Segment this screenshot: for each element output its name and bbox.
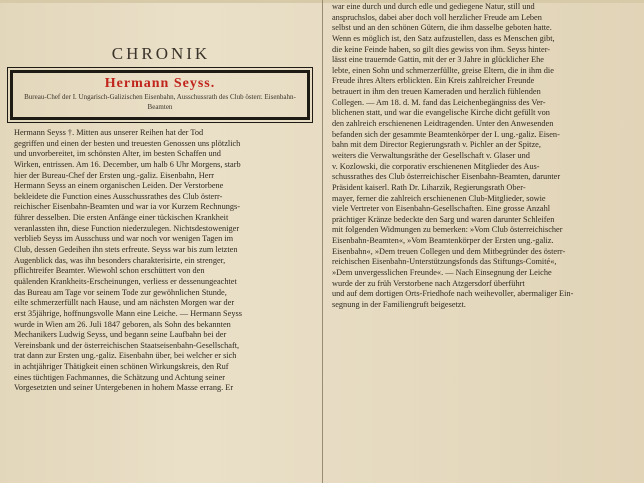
text-line: selbst und an den schönen Gütern, die ihm dasselbe geboten hatte. [332, 23, 552, 33]
text-line: betrauert in ihm den treuen Kameraden und herzlich fühlenden [332, 87, 541, 97]
text-line: Wirken, entrissen. Am 16. December, um halb 6 Uhr Morgens, starb [14, 159, 241, 169]
text-line: Augenblick das, was ihn besonders charakterisirte, ein strenger, [14, 255, 226, 265]
text-line: mit folgenden Widmungen zu bemerken: »Vom Club österreichischer [332, 225, 563, 235]
text-line: lebte, einen Sohn und schmerzerfüllte, greise Eltern, die in ihm die [332, 65, 554, 75]
text-line: Club, dessen Gedeihen ihn stets erfreute. Seyss war bis zum letzten [14, 245, 238, 255]
section-title: CHRONIK [111, 44, 211, 63]
text-line: prächtiger Kränze bedeckte den Sarg und waren darunter Schleifen [332, 214, 555, 224]
text-line: befanden sich der gesammte Beamtenkörper der I. ung.-galiz. Eisen- [332, 129, 560, 139]
text-line: veranlassten ihn, diese Function niederzulegen. Nichtsdestoweniger [14, 223, 240, 233]
text-line: bahn mit dem Director Regierungsrath v. Pichler an der Spitze, [332, 140, 541, 150]
text-line: viele Vertreter von Eisenbahn-Gesellschaften. Eine grosse Anzahl [332, 204, 551, 214]
text-line: die keine Feinde haben, so gilt dies gewiss von ihm. Seyss hinter- [332, 44, 551, 54]
text-line: segnung in der Familiengruft beigesetzt. [332, 299, 466, 309]
text-line: erst 35jährige, hoffnungsvolle Mann eine Leiche. — Hermann Seyss [14, 308, 242, 318]
left-text-column [14, 128, 314, 394]
text-line: Eisenbahn-Beamten«, »Vom Beamtenkörper der Ersten ung.-galiz. [332, 236, 554, 246]
column-divider [322, 0, 323, 483]
text-line: wurde der zu früh Verstorbene nach Atzgersdorf überführt [332, 278, 525, 288]
text-line: führer desselben. Die ersten Anfänge einer tückischen Krankheit [14, 213, 229, 223]
text-line: schussrathes des Club österreichischer Eisenbahn-Beamten, darunter [332, 172, 561, 182]
text-line: Eisenbahn«, »Dem treuen Collegen und dem Mitbegründer des österr- [332, 246, 566, 256]
text-line: Hermann Seyss an einem organischen Leiden. Der Verstorbene [14, 181, 224, 191]
text-line: v. Kozlowski, die corporativ erschienenen Mitglieder des Aus- [332, 161, 540, 171]
text-line: eilte schmerzerfüllt nach Hause, und am nächsten Morgen war der [14, 298, 235, 308]
text-line: Collegen. — Am 18. d. M. fand das Leichenbegängniss des Ver- [332, 97, 546, 107]
text-line: anspruchslos, dabei aber doch voll herzlicher Freude am Leben [332, 12, 542, 22]
text-line: Mechanikers Ludwig Seyss, und begann seine Laufbahn bei der [14, 330, 227, 340]
text-line: mayer, ferner die zahlreich erschienenen Club-Mitglieder, sowie [332, 193, 546, 203]
text-line: und auf dem dortigen Orts-Friedhofe nach weihevoller, abermaliger Ein- [332, 289, 574, 299]
text-line: weiters die Verwaltungsräthe der Gesellschaft v. Glaser und [332, 150, 530, 160]
text-line: Wenn es möglich ist, den Satz aufzustellen, dass es Menschen gibt, [332, 33, 555, 43]
text-line: und unvorbereitet, im schönsten Alter, im besten Schaffen und [14, 149, 221, 159]
text-line: hier der Bureau-Chef der Ersten ung.-galiz. Eisenbahn, Herr [14, 170, 214, 180]
right-text-column [332, 2, 636, 311]
text-line: quälenden Krankheits-Erscheinungen, verliess er dessenungeachtet [14, 276, 237, 286]
text-line: trat dann zur Ersten ung.-galiz. Eisenbahn über, bei welcher er sich [14, 351, 237, 361]
text-line: Vorgesetzten und seiner Untergebenen in hohem Masse errang. Er [14, 383, 234, 393]
text-line: Vereinsbank und der österreichischen Staatseisenbahn-Gesellschaft, [14, 340, 240, 350]
text-line: reichischer Eisenbahn-Beamten und war ia vor Kurzem Rechnungs- [14, 202, 241, 212]
text-line: reichischen Eisenbahn-Unterstützungsfonds das Stiftungs-Comité«, [332, 257, 557, 267]
text-line: bekleidete die Function eines Ausschussrathes des Club österr- [14, 191, 223, 201]
text-line: gegriffen und einen der besten und treuesten Genossen uns plötzlich [14, 138, 241, 148]
text-line: verblieb Seyss im Ausschuss und war noch vor wenigen Tagen im [14, 234, 234, 244]
text-line: »Dem unvergesslichen Freunde«. — Nach Einsegnung der Leiche [332, 268, 552, 278]
text-line: pflichtreifer Beamter. Wiewohl schon erschüttert von den [14, 266, 205, 276]
text-line: das Bureau am Tage vor seinem Tode zur gewöhnlichen Stunde, [14, 287, 227, 297]
text-line: in achtjähriger Thätigkeit einen schönen Wirkungskreis, den Ruf [14, 362, 229, 372]
obituary-description: Bureau-Chef der I. Ungarisch-Galizischen Eisenbahn, Ausschussrath des Club österr. Eisenbahn-Beamten [24, 93, 296, 111]
obituary-notice-box [10, 70, 310, 120]
text-line: blichenen statt, und war die evangelische Kirche dicht gefüllt von [332, 108, 550, 118]
obituary-name: Hermann Seyss. [104, 76, 216, 91]
text-line: eines tüchtigen Fachmannes, die Schätzung und Achtung seiner [14, 372, 226, 382]
text-line: Hermann Seyss †. Mitten aus unserer Reihen hat der Tod [14, 128, 204, 137]
text-line: Präsident kaiserl. Rath Dr. Liharzik, Regierungsrath Ober- [332, 182, 526, 192]
text-line: lässt eine trauernde Gattin, mit der er 3 Jahre in glücklicher Ehe [332, 55, 544, 65]
text-line: Freude ihres Alters erblickten. Ein Kreis zahlreicher Freunde [332, 76, 535, 86]
text-line: den zahlreich erschienenen Leidtragenden. Unter den Anwesenden [332, 119, 554, 129]
text-line: wurde in Wien am 26. Juli 1847 geboren, als Sohn des bekannten [14, 319, 231, 329]
text-line: war eine durch und durch edle und gediegene Natur, still und [332, 2, 535, 11]
